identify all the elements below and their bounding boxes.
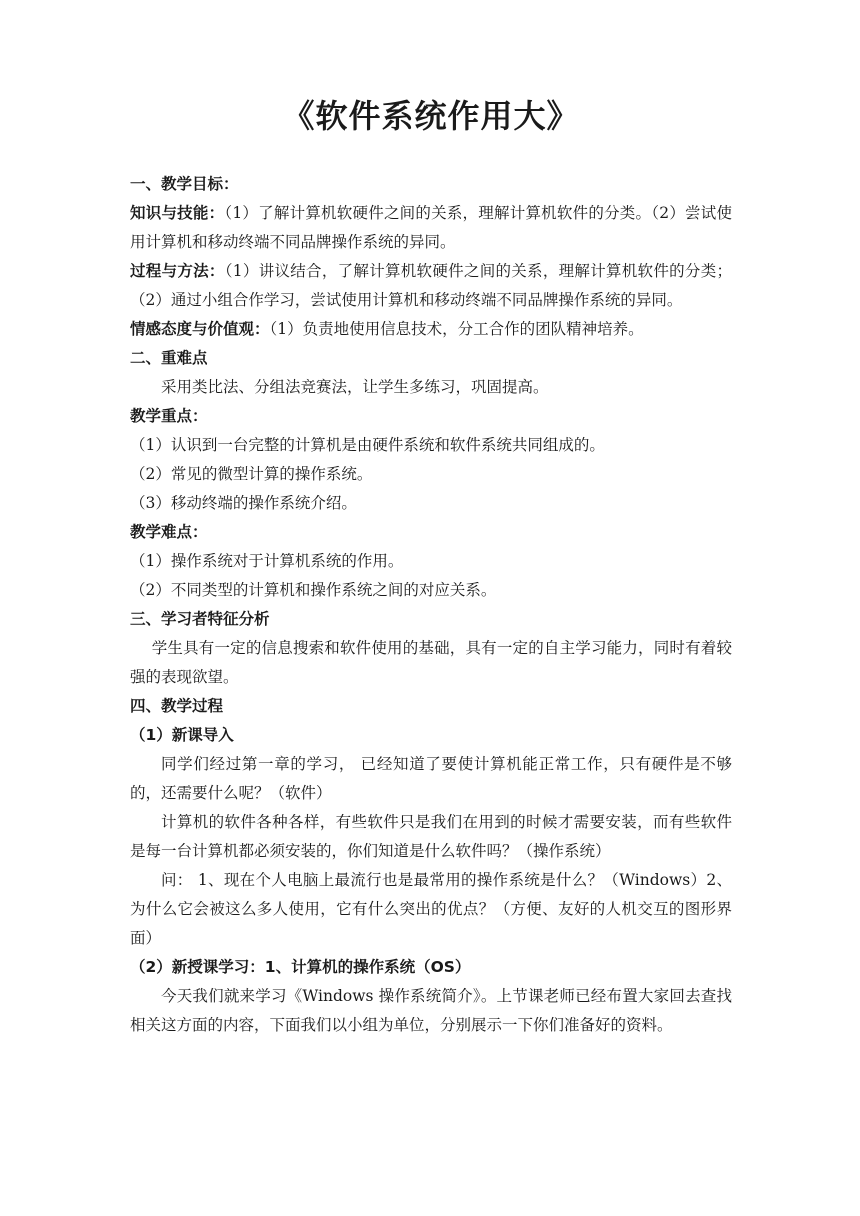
document-body (130, 170, 732, 1040)
objective-emotion-label: 情感态度与价值观： (130, 320, 270, 338)
section-heading-process: 四、教学过程 (130, 697, 224, 715)
focus-heading: 教学重点： (130, 407, 208, 425)
section-heading-key-points: 二、重难点 (130, 349, 208, 367)
new-lesson-heading: （2）新授课学习：1、计算机的操作系统（OS） (130, 958, 471, 976)
section-heading-objectives: 一、教学目标： (130, 175, 239, 193)
objective-process (130, 257, 732, 315)
objective-knowledge-text: （1）了解计算机软硬件之间的关系，理解计算机软件的分类。（2）尝试使用计算机和移动终端不同品牌操作系统的异同。 (130, 204, 732, 251)
objective-knowledge (130, 199, 732, 257)
difficulty-heading: 教学难点： (130, 523, 208, 541)
key-points-method: 采用类比法、分组法竞赛法，让学生多练习，巩固提高。 (161, 378, 549, 396)
intro-heading: （1）新课导入 (130, 726, 234, 744)
difficulty-item: （1）操作系统对于计算机系统的作用。 (130, 552, 404, 570)
focus-item: （1）认识到一台完整的计算机是由硬件系统和软件系统共同组成的。 (130, 436, 605, 454)
new-lesson-paragraph: 今天我们就来学习《Windows 操作系统简介》。上节课老师已经布置大家回去查找相关这方面的内容，下面我们以小组为单位，分别展示一下你们准备好的资料。 (130, 987, 732, 1034)
intro-paragraph: 问： 1、现在个人电脑上最流行也是最常用的操作系统是什么？（Windows）2、为什么它会被这么多人使用，它有什么突出的优点？（方便、友好的人机交互的图形界面） (130, 871, 732, 947)
intro-paragraph: 同学们经过第一章的学习， 已经知道了要使计算机能正常工作，只有硬件是不够的，还需要什么呢？（软件） (130, 755, 732, 802)
section-heading-learners: 三、学习者特征分析 (130, 610, 270, 628)
objective-emotion (130, 315, 732, 344)
objective-process-text: （1）讲议结合，了解计算机软硬件之间的关系，理解计算机软件的分类；（2）通过小组合作学习，尝试使用计算机和移动终端不同品牌操作系统的异同。 (130, 262, 732, 309)
intro-paragraph: 计算机的软件各种各样，有些软件只是我们在用到的时候才需要安装，而有些软件是每一台计算机都必须安装的，你们知道是什么软件吗？（操作系统） (130, 813, 732, 860)
focus-item: （3）移动终端的操作系统介绍。 (130, 494, 357, 512)
objective-emotion-text: （1）负责地使用信息技术，分工合作的团队精神培养。 (269, 320, 644, 338)
learners-text: 学生具有一定的信息搜索和软件使用的基础，具有一定的自主学习能力，同时有着较强的表现欲望。 (130, 639, 732, 686)
objective-process-label: 过程与方法： (130, 262, 225, 280)
document-page (130, 0, 732, 1040)
document-title: 《软件系统作用大》 (282, 97, 580, 135)
difficulty-item: （2）不同类型的计算机和操作系统之间的对应关系。 (130, 581, 497, 599)
objective-knowledge-label: 知识与技能： (130, 204, 225, 222)
focus-item: （2）常见的微型计算的操作系统。 (130, 465, 373, 483)
